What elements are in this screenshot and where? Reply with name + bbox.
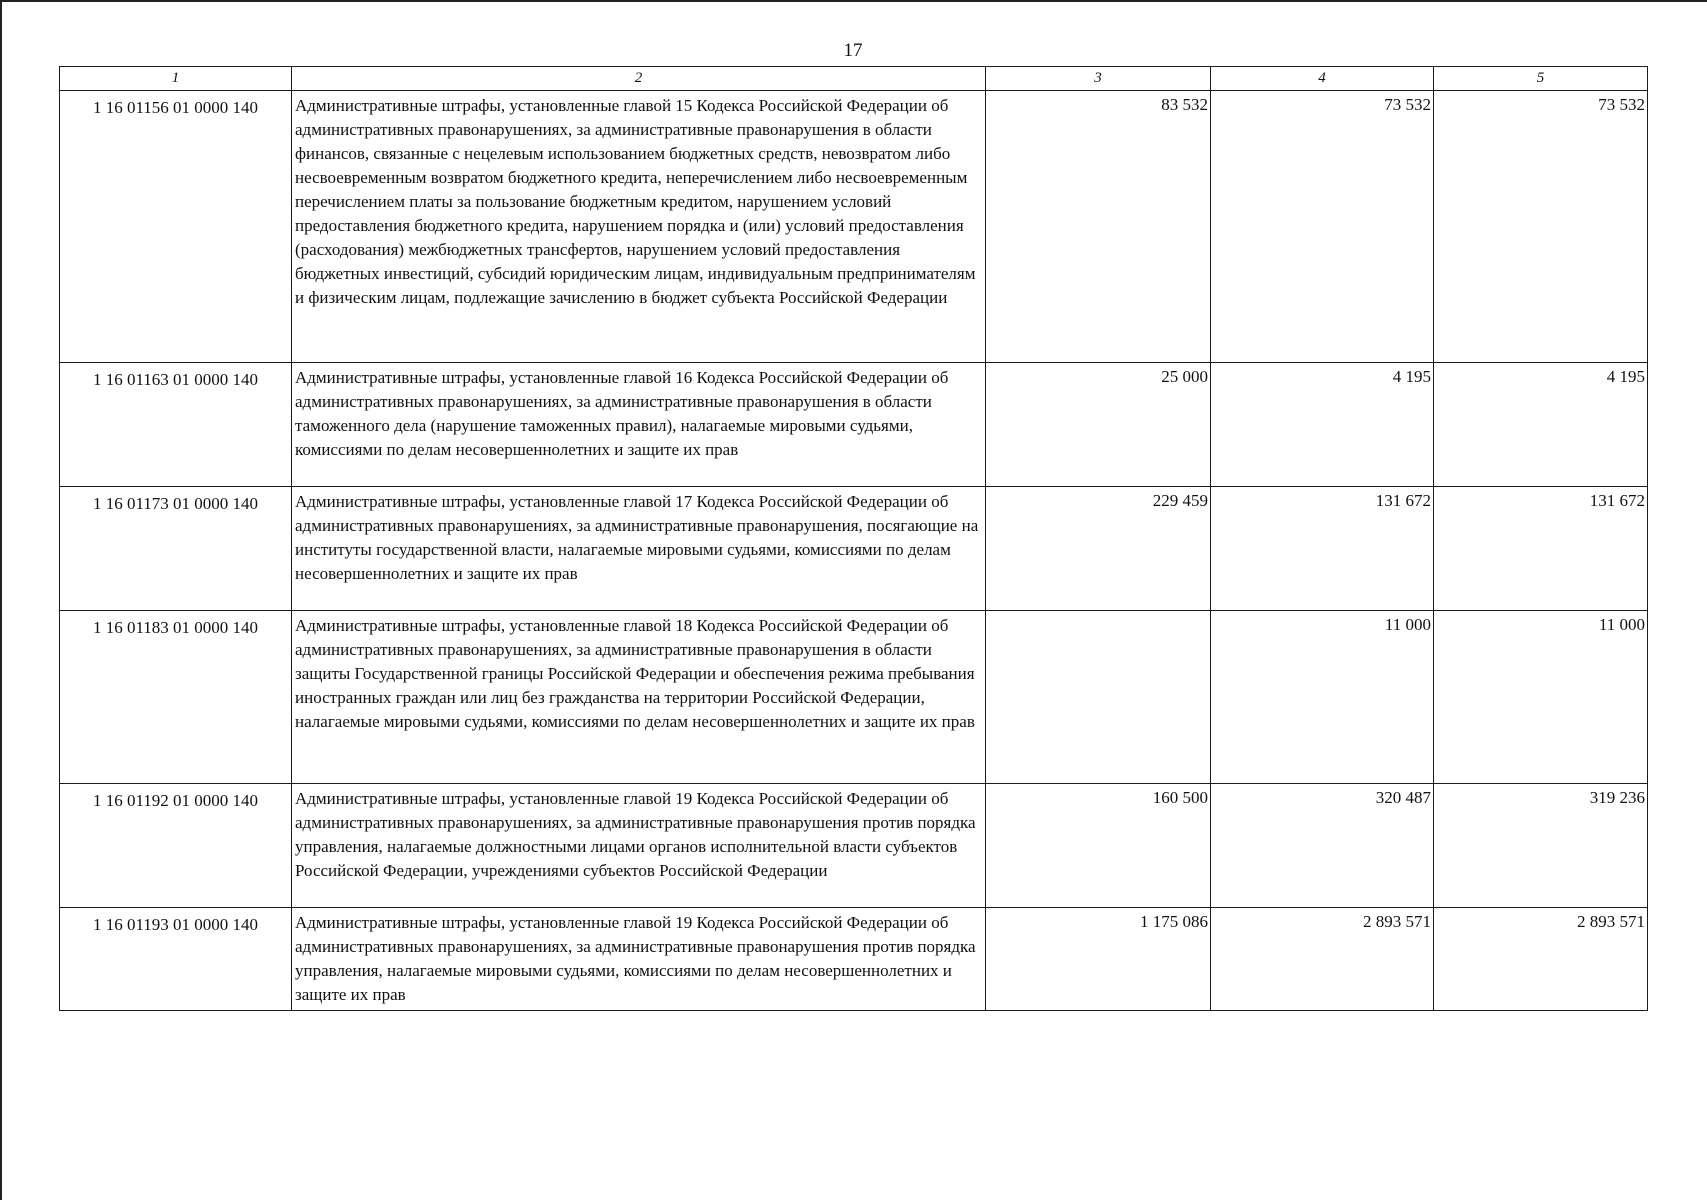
row-description: Административные штрафы, установленные главой 19 Кодекса Российской Федерации об административных правонарушениях, за административные правонарушения против порядка управления, налагаемые должностными лицами органов исполнительной власти субъектов Российской Федерации, учреждениями субъектов Российской Федерации [292, 784, 986, 908]
table-row [60, 91, 1648, 363]
page-edge-top [0, 0, 1707, 2]
row-value-col3: 83 532 [986, 91, 1211, 363]
row-code: 1 16 01193 01 0000 140 [60, 908, 292, 1011]
row-value-col3 [986, 611, 1211, 784]
row-description: Административные штрафы, установленные главой 17 Кодекса Российской Федерации об административных правонарушениях, за административные правонарушения, посягающие на институты государственной власти, налагаемые мировыми судьями, комиссиями по делам несовершеннолетних и защите их прав [292, 487, 986, 611]
row-value-col3: 229 459 [986, 487, 1211, 611]
table-row [60, 908, 1648, 1011]
row-code: 1 16 01192 01 0000 140 [60, 784, 292, 908]
row-value-col4: 2 893 571 [1211, 908, 1434, 1011]
row-description: Административные штрафы, установленные главой 19 Кодекса Российской Федерации об административных правонарушениях, за административные правонарушения против порядка управления, налагаемые мировыми судьями, комиссиями по делам несовершеннолетних и защите их прав [292, 908, 986, 1011]
row-value-col4: 4 195 [1211, 363, 1434, 487]
row-description: Административные штрафы, установленные главой 18 Кодекса Российской Федерации об административных правонарушениях, за административные правонарушения в области защиты Государственной границы Российской Федерации и обеспечения режима пребывания иностранных граждан или лиц без гражданства на территории Российской Федерации, налагаемые мировыми судьями, комиссиями по делам несовершеннолетних и защите их прав [292, 611, 986, 784]
row-value-col4: 73 532 [1211, 91, 1434, 363]
table-row [60, 363, 1648, 487]
row-value-col4: 131 672 [1211, 487, 1434, 611]
row-value-col3: 25 000 [986, 363, 1211, 487]
column-header-1: 1 [60, 67, 292, 91]
row-code: 1 16 01173 01 0000 140 [60, 487, 292, 611]
column-header-5: 5 [1434, 67, 1648, 91]
revenue-table [59, 66, 1648, 1011]
table-header-row [60, 67, 1648, 91]
row-value-col4: 11 000 [1211, 611, 1434, 784]
row-value-col3: 1 175 086 [986, 908, 1211, 1011]
row-description: Административные штрафы, установленные главой 16 Кодекса Российской Федерации об административных правонарушениях, за административные правонарушения в области таможенного дела (нарушение таможенных правил), налагаемые мировыми судьями, комиссиями по делам несовершеннолетних и защите их прав [292, 363, 986, 487]
row-value-col5: 319 236 [1434, 784, 1648, 908]
table-row [60, 784, 1648, 908]
row-value-col5: 11 000 [1434, 611, 1648, 784]
row-value-col5: 131 672 [1434, 487, 1648, 611]
row-value-col5: 2 893 571 [1434, 908, 1648, 1011]
row-value-col3: 160 500 [986, 784, 1211, 908]
row-value-col5: 4 195 [1434, 363, 1648, 487]
column-header-3: 3 [986, 67, 1211, 91]
column-header-4: 4 [1211, 67, 1434, 91]
page-edge-left [0, 0, 2, 1200]
row-code: 1 16 01156 01 0000 140 [60, 91, 292, 363]
row-description: Административные штрафы, установленные главой 15 Кодекса Российской Федерации об административных правонарушениях, за административные правонарушения в области финансов, связанные с нецелевым использованием бюджетных средств, невозвратом либо несвоевременным возвратом бюджетного кредита, неперечислением либо несвоевременным перечислением платы за пользование бюджетным кредитом, нарушением условий предоставления бюджетного кредита, нарушением порядка и (или) условий предоставления (расходования) межбюджетных трансфертов, нарушением условий предоставления бюджетных инвестиций, субсидий юридическим лицам, индивидуальным предпринимателям и физическим лицам, подлежащие зачислению в бюджет субъекта Российской Федерации [292, 91, 986, 363]
table-row [60, 611, 1648, 784]
row-value-col4: 320 487 [1211, 784, 1434, 908]
row-code: 1 16 01163 01 0000 140 [60, 363, 292, 487]
row-code: 1 16 01183 01 0000 140 [60, 611, 292, 784]
table-row [60, 487, 1648, 611]
row-value-col5: 73 532 [1434, 91, 1648, 363]
page-number: 17 [843, 40, 863, 61]
column-header-2: 2 [292, 67, 986, 91]
